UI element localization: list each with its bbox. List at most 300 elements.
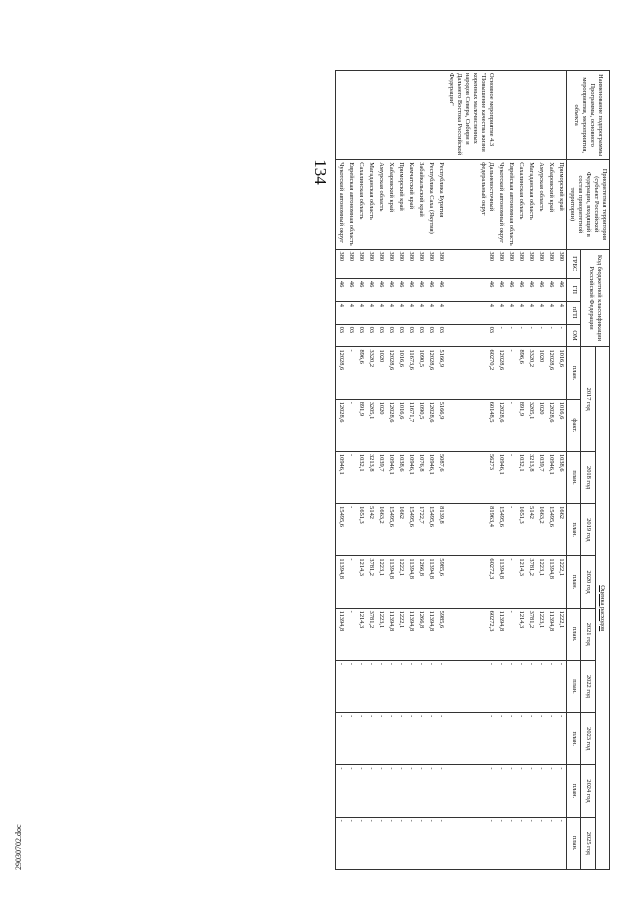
value-cell: - — [356, 713, 366, 765]
table-row — [536, 71, 546, 870]
value-cell: - — [516, 713, 526, 765]
value-cell: - — [556, 713, 567, 765]
value-cell: 1222,1 — [556, 608, 567, 660]
value-cell: - — [336, 817, 347, 869]
header-year-2025: 2025 год — [581, 817, 595, 869]
code-pgp-cell: 4 — [506, 301, 516, 324]
value-cell: - — [436, 660, 446, 712]
value-cell: 10946,1 — [406, 451, 416, 503]
value-cell: 1020 — [376, 347, 386, 399]
code-grbs-cell: 380 — [506, 249, 516, 278]
row-territory-cell: Хабаровский край — [546, 160, 556, 249]
value-cell: 5087,6 — [436, 451, 446, 503]
value-cell: 1214,3 — [516, 556, 526, 608]
code-gp-cell: 46 — [336, 278, 347, 301]
value-cell: - — [506, 556, 516, 608]
value-cell: - — [406, 660, 416, 712]
table-row — [526, 71, 536, 870]
table-row — [356, 71, 366, 870]
table-row — [426, 71, 436, 870]
code-pgp-cell: 4 — [436, 301, 446, 324]
table-row — [506, 71, 516, 870]
value-cell: - — [496, 817, 506, 869]
row-territory-cell: Забайкальский край — [416, 160, 426, 249]
value-cell: 11394,8 — [546, 556, 556, 608]
value-cell: 1722,7 — [416, 504, 426, 556]
code-gp-cell: 46 — [406, 278, 416, 301]
row-territory-cell: Амурская область — [376, 160, 386, 249]
row-name-cell — [366, 71, 376, 160]
value-cell: - — [506, 347, 516, 399]
value-cell: - — [446, 713, 496, 765]
value-cell: - — [546, 660, 556, 712]
value-cell: - — [376, 765, 386, 817]
document-filename: 29030702.doc — [14, 824, 23, 870]
row-territory-cell: Приморский край — [556, 160, 567, 249]
header-territory: Приоритетная территория (субъект Российской Федерации, входящий в состав приоритетной территории) — [567, 160, 610, 249]
code-gp-cell: 46 — [346, 278, 356, 301]
code-pgp-cell: 4 — [556, 301, 567, 324]
value-cell: 12028,6 — [386, 399, 396, 451]
value-cell: 12028,6 — [426, 399, 436, 451]
header-plan: план. — [567, 451, 581, 503]
header-year-2024: 2024 год — [581, 765, 595, 817]
value-cell: - — [556, 817, 567, 869]
code-grbs-cell: 380 — [426, 249, 436, 278]
code-om-cell: - — [496, 324, 506, 347]
code-grbs-cell: 380 — [396, 249, 406, 278]
code-om-cell: 03 — [396, 324, 406, 347]
value-cell: - — [436, 713, 446, 765]
value-cell: - — [396, 817, 406, 869]
code-gp-cell: 46 — [436, 278, 446, 301]
code-om-cell: 03 — [356, 324, 366, 347]
value-cell: 15495,6 — [336, 504, 347, 556]
value-cell: 3781,2 — [526, 608, 536, 660]
code-gp-cell: 46 — [426, 278, 436, 301]
header-name: Наименование подпрограммы Программы, основного мероприятия, мероприятия, объекта — [567, 71, 610, 160]
value-cell: - — [386, 817, 396, 869]
value-cell: 11394,8 — [426, 556, 436, 608]
code-pgp-cell: 4 — [536, 301, 546, 324]
value-cell: - — [526, 713, 536, 765]
value-cell: 60272,3 — [446, 608, 496, 660]
code-gp-cell: 46 — [366, 278, 376, 301]
page-number: 134 — [311, 159, 330, 185]
value-cell: - — [396, 765, 406, 817]
row-name-cell — [426, 71, 436, 160]
value-cell: 3205,1 — [366, 399, 376, 451]
table-row — [336, 71, 347, 870]
code-pgp-cell: 4 — [376, 301, 386, 324]
value-cell: - — [396, 660, 406, 712]
value-cell: 11394,8 — [406, 608, 416, 660]
value-cell: - — [336, 713, 347, 765]
header-year-2020: 2020 год — [581, 556, 595, 608]
value-cell: - — [366, 713, 376, 765]
value-cell: - — [546, 713, 556, 765]
table-row — [436, 71, 446, 870]
value-cell: 11394,8 — [496, 608, 506, 660]
value-cell: 896,6 — [356, 347, 366, 399]
value-cell: 1223,1 — [536, 608, 546, 660]
value-cell: - — [346, 347, 356, 399]
header-year-2018: 2018 год — [581, 451, 595, 503]
table-row — [386, 71, 396, 870]
value-cell: 11394,8 — [336, 608, 347, 660]
value-cell: 60270,2 — [446, 347, 496, 399]
value-cell: 1038,6 — [556, 451, 567, 503]
value-cell: 3320,2 — [366, 347, 376, 399]
value-cell: - — [426, 817, 436, 869]
value-cell: - — [506, 765, 516, 817]
value-cell: - — [426, 765, 436, 817]
row-territory-cell: Чукотский автономный округ — [496, 160, 506, 249]
row-name-cell — [556, 71, 567, 160]
code-om-cell: 03 — [376, 324, 386, 347]
code-gp-cell: 46 — [356, 278, 366, 301]
value-cell: 12028,6 — [426, 347, 436, 399]
code-grbs-cell: 380 — [436, 249, 446, 278]
row-territory-cell: Камчатский край — [406, 160, 416, 249]
code-pgp-cell: 4 — [516, 301, 526, 324]
value-cell: - — [356, 817, 366, 869]
header-budget-code: Код бюджетной классификации Российской Федерации — [581, 249, 610, 347]
value-cell: 1090,5 — [416, 347, 426, 399]
table-row — [546, 71, 556, 870]
value-cell: - — [426, 660, 436, 712]
code-grbs-cell: 380 — [496, 249, 506, 278]
value-cell: 1016,6 — [396, 399, 406, 451]
value-cell: 1222,1 — [396, 556, 406, 608]
code-gp-cell: 46 — [386, 278, 396, 301]
value-cell: - — [506, 608, 516, 660]
code-grbs-cell: 380 — [416, 249, 426, 278]
code-gp-cell: 46 — [446, 278, 496, 301]
value-cell: - — [526, 660, 536, 712]
value-cell: - — [346, 608, 356, 660]
value-cell: - — [416, 817, 426, 869]
value-cell: 10946,1 — [546, 451, 556, 503]
value-cell: - — [386, 765, 396, 817]
header-year-2017: 2017 год — [581, 347, 595, 451]
header-plan: план. — [567, 713, 581, 765]
row-name-cell — [386, 71, 396, 160]
value-cell: 1016,6 — [396, 347, 406, 399]
table-row — [346, 71, 356, 870]
row-territory-cell: Чукотский автономный округ — [336, 160, 347, 249]
value-cell: 11671,7 — [406, 399, 416, 451]
value-cell: - — [396, 713, 406, 765]
value-cell: 11394,8 — [546, 608, 556, 660]
budget-table — [335, 70, 610, 870]
code-om-cell: 03 — [366, 324, 376, 347]
table-row — [496, 71, 506, 870]
row-name-cell — [396, 71, 406, 160]
value-cell: - — [356, 765, 366, 817]
value-cell: 15495,6 — [546, 504, 556, 556]
code-gp-cell: 46 — [496, 278, 506, 301]
value-cell: 1016,6 — [556, 399, 567, 451]
row-name-cell — [376, 71, 386, 160]
value-cell: - — [366, 817, 376, 869]
value-cell: - — [536, 713, 546, 765]
table-body — [336, 71, 567, 870]
value-cell: 12028,6 — [336, 347, 347, 399]
table-row — [516, 71, 526, 870]
value-cell: 56273 — [446, 451, 496, 503]
value-cell: 12028,6 — [496, 399, 506, 451]
row-territory-cell: Магаданская область — [366, 160, 376, 249]
header-year-2023: 2023 год — [581, 713, 595, 765]
value-cell: 896,6 — [516, 347, 526, 399]
value-cell: 12028,6 — [336, 399, 347, 451]
value-cell: 3213,8 — [526, 451, 536, 503]
value-cell: - — [376, 660, 386, 712]
value-cell: - — [506, 713, 516, 765]
table-row — [446, 71, 496, 870]
code-grbs-cell: 380 — [346, 249, 356, 278]
value-cell: - — [506, 817, 516, 869]
value-cell: - — [526, 817, 536, 869]
table-row — [366, 71, 376, 870]
value-cell: - — [506, 399, 516, 451]
code-gp-cell: 46 — [516, 278, 526, 301]
header-plan: план. — [567, 504, 581, 556]
header-gp: ГП — [567, 278, 581, 301]
value-cell: - — [416, 713, 426, 765]
value-cell: 5142 — [526, 504, 536, 556]
code-grbs-cell: 380 — [406, 249, 416, 278]
code-gp-cell: 46 — [376, 278, 386, 301]
code-om-cell: 03 — [406, 324, 416, 347]
code-grbs-cell: 380 — [386, 249, 396, 278]
value-cell: 1038,6 — [396, 451, 406, 503]
row-name-cell — [356, 71, 366, 160]
header-plan: план. — [567, 660, 581, 712]
code-grbs-cell: 380 — [356, 249, 366, 278]
code-pgp-cell: 4 — [366, 301, 376, 324]
value-cell: - — [526, 765, 536, 817]
value-cell: - — [556, 765, 567, 817]
code-pgp-cell: 4 — [336, 301, 347, 324]
value-cell: 60272,3 — [446, 556, 496, 608]
value-cell: 3781,2 — [366, 608, 376, 660]
value-cell: 10946,1 — [336, 451, 347, 503]
value-cell: - — [376, 817, 386, 869]
value-cell: - — [536, 817, 546, 869]
code-om-cell: 03 — [416, 324, 426, 347]
value-cell: - — [346, 556, 356, 608]
value-cell: 12028,6 — [386, 347, 396, 399]
code-gp-cell: 46 — [506, 278, 516, 301]
value-cell: 3781,2 — [526, 556, 536, 608]
code-om-cell: 03 — [336, 324, 347, 347]
value-cell: - — [346, 399, 356, 451]
code-pgp-cell: 4 — [356, 301, 366, 324]
value-cell: - — [546, 817, 556, 869]
value-cell: - — [446, 817, 496, 869]
value-cell: 1032,1 — [516, 451, 526, 503]
value-cell: 1223,1 — [536, 556, 546, 608]
value-cell: - — [496, 660, 506, 712]
code-pgp-cell: 4 — [346, 301, 356, 324]
header-pgp: пГП — [567, 301, 581, 324]
header-plan: план. — [567, 347, 581, 399]
value-cell: - — [516, 817, 526, 869]
code-grbs-cell: 380 — [336, 249, 347, 278]
value-cell: 15495,6 — [426, 504, 436, 556]
value-cell: - — [416, 765, 426, 817]
code-gp-cell: 46 — [396, 278, 406, 301]
row-name-cell — [496, 71, 506, 160]
row-name-cell — [336, 71, 347, 160]
value-cell: - — [346, 451, 356, 503]
value-cell: - — [536, 660, 546, 712]
header-fact: факт. — [567, 399, 581, 451]
value-cell: 1214,3 — [356, 556, 366, 608]
header-year-2019: 2019 год — [581, 504, 595, 556]
value-cell: 1266,8 — [416, 556, 426, 608]
code-pgp-cell: 4 — [426, 301, 436, 324]
value-cell: 15495,6 — [406, 504, 416, 556]
row-territory-cell: Еврейская автономная область — [346, 160, 356, 249]
code-om-cell: 03 — [386, 324, 396, 347]
value-cell: 1223,1 — [376, 556, 386, 608]
row-name-cell — [536, 71, 546, 160]
value-cell: 11394,8 — [496, 556, 506, 608]
value-cell: 10946,1 — [496, 451, 506, 503]
code-om-cell: - — [556, 324, 567, 347]
code-grbs-cell: 380 — [536, 249, 546, 278]
value-cell: 15495,6 — [386, 504, 396, 556]
table-row — [396, 71, 406, 870]
value-cell: 1090,5 — [416, 399, 426, 451]
code-om-cell: - — [506, 324, 516, 347]
code-om-cell: - — [526, 324, 536, 347]
header-estimate: Оценка расходов — [595, 347, 609, 870]
value-cell: 8139,8 — [436, 504, 446, 556]
value-cell: 10946,1 — [426, 451, 436, 503]
header-grbs: ГРБС — [567, 249, 581, 278]
value-cell: - — [386, 713, 396, 765]
value-cell: - — [546, 765, 556, 817]
value-cell: 11394,8 — [336, 556, 347, 608]
row-territory-cell: Дальневосточный федеральный округ — [446, 160, 496, 249]
code-grbs-cell: 380 — [366, 249, 376, 278]
value-cell: 10946,1 — [386, 451, 396, 503]
value-cell: 1222,1 — [396, 608, 406, 660]
value-cell: - — [556, 660, 567, 712]
value-cell: - — [336, 660, 347, 712]
row-name-cell: Основное мероприятие 4.3 "Повышение качества жизни коренных малочисленных народов Севера, Сибири и Дальнего Востока Российской Федерации" — [446, 71, 496, 160]
row-name-cell — [416, 71, 426, 160]
value-cell: 3781,2 — [366, 556, 376, 608]
value-cell: 1076,8 — [416, 451, 426, 503]
value-cell: - — [376, 713, 386, 765]
code-grbs-cell: 380 — [556, 249, 567, 278]
value-cell: 3213,8 — [366, 451, 376, 503]
value-cell: 1214,3 — [516, 608, 526, 660]
code-gp-cell: 46 — [416, 278, 426, 301]
value-cell: - — [496, 765, 506, 817]
code-om-cell: 03 — [446, 324, 496, 347]
value-cell: 1039,7 — [536, 451, 546, 503]
row-territory-cell: Хабаровский край — [386, 160, 396, 249]
row-territory-cell: Сахалинская область — [516, 160, 526, 249]
code-grbs-cell: 380 — [446, 249, 496, 278]
value-cell: 1020 — [376, 399, 386, 451]
code-gp-cell: 46 — [536, 278, 546, 301]
value-cell: 5985,6 — [436, 608, 446, 660]
value-cell: - — [506, 504, 516, 556]
value-cell: - — [346, 713, 356, 765]
value-cell: - — [446, 660, 496, 712]
row-name-cell — [406, 71, 416, 160]
value-cell: - — [446, 765, 496, 817]
code-om-cell: 03 — [346, 324, 356, 347]
value-cell: 5166,9 — [436, 399, 446, 451]
value-cell: 1651,3 — [516, 504, 526, 556]
value-cell: 891,9 — [516, 399, 526, 451]
value-cell: - — [366, 660, 376, 712]
header-plan: план. — [567, 765, 581, 817]
table-row — [376, 71, 386, 870]
value-cell: 5142 — [366, 504, 376, 556]
value-cell: 1662 — [556, 504, 567, 556]
code-grbs-cell: 380 — [376, 249, 386, 278]
budget-table-rotated — [30, 70, 610, 870]
value-cell: - — [506, 660, 516, 712]
value-cell: 5166,9 — [436, 347, 446, 399]
code-gp-cell: 46 — [546, 278, 556, 301]
value-cell: - — [366, 765, 376, 817]
code-pgp-cell: 4 — [406, 301, 416, 324]
value-cell: 11394,8 — [386, 608, 396, 660]
value-cell: 1651,3 — [356, 504, 366, 556]
value-cell: 60148,5 — [446, 399, 496, 451]
row-territory-cell: Республика Саха (Якутия) — [426, 160, 436, 249]
code-om-cell: 03 — [436, 324, 446, 347]
code-pgp-cell: 4 — [496, 301, 506, 324]
value-cell: - — [386, 660, 396, 712]
header-om: ОМ — [567, 324, 581, 347]
value-cell: 1663,2 — [376, 504, 386, 556]
header-plan: план. — [567, 608, 581, 660]
value-cell: 1662 — [396, 504, 406, 556]
table-row — [406, 71, 416, 870]
row-name-cell — [526, 71, 536, 160]
value-cell: 12028,6 — [496, 347, 506, 399]
code-grbs-cell: 380 — [516, 249, 526, 278]
row-name-cell — [546, 71, 556, 160]
value-cell: 11394,8 — [406, 556, 416, 608]
header-plan: план. — [567, 817, 581, 869]
row-territory-cell: Сахалинская область — [356, 160, 366, 249]
row-territory-cell: Амурская область — [536, 160, 546, 249]
value-cell: - — [406, 713, 416, 765]
value-cell: 1266,8 — [416, 608, 426, 660]
value-cell: 1032,1 — [356, 451, 366, 503]
value-cell: - — [336, 765, 347, 817]
value-cell: 12028,6 — [546, 399, 556, 451]
value-cell: 1663,2 — [536, 504, 546, 556]
row-name-cell — [346, 71, 356, 160]
code-grbs-cell: 380 — [526, 249, 536, 278]
value-cell: - — [406, 765, 416, 817]
value-cell: 1039,7 — [376, 451, 386, 503]
value-cell: - — [416, 660, 426, 712]
